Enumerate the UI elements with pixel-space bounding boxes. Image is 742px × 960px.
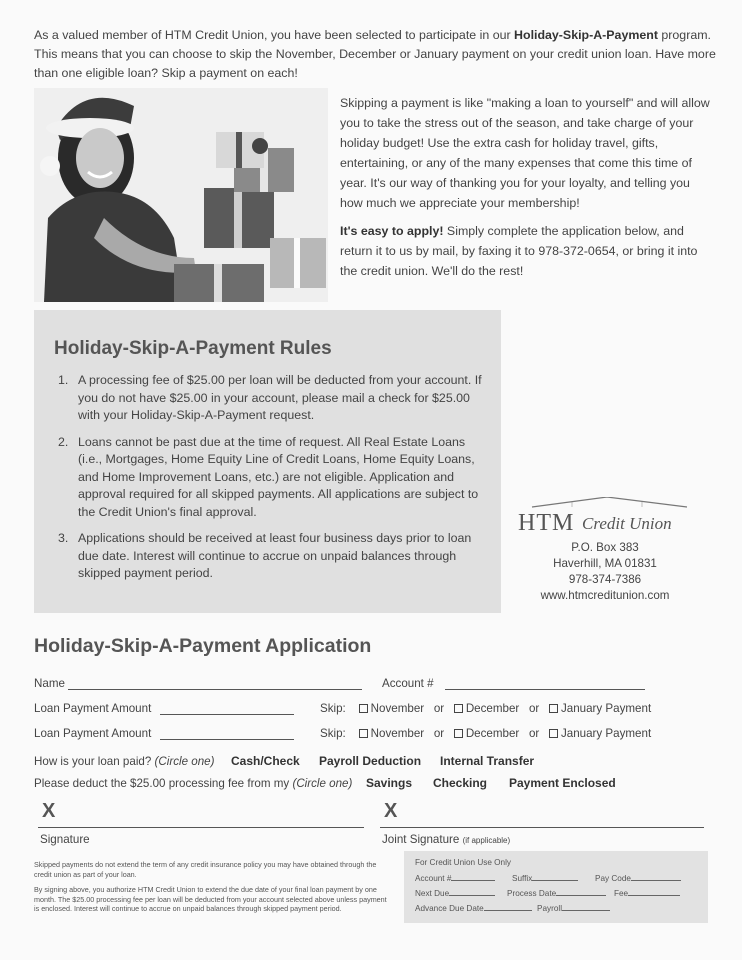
january-checkbox[interactable]: [549, 729, 558, 738]
office-process-date-label: Process Date: [507, 889, 557, 898]
november-label: November: [370, 727, 425, 740]
woman-with-gifts-image: [34, 88, 328, 302]
january-label: January Payment: [560, 702, 652, 715]
rule-number: 2.: [58, 434, 69, 449]
logo-script-text: Credit Union: [582, 514, 672, 533]
deduct-option-payment-enclosed[interactable]: Payment Enclosed: [509, 776, 616, 790]
office-fee-field[interactable]: [628, 888, 680, 896]
deduct-option-savings[interactable]: Savings: [366, 776, 413, 790]
office-fee-row: [614, 888, 680, 898]
november-checkbox[interactable]: [359, 729, 368, 738]
intro-paragraph: [34, 26, 724, 83]
joint-signature-label-row: [382, 833, 510, 846]
logo-htm-text: HTM: [518, 510, 575, 536]
paid-question: [34, 755, 214, 768]
name-field[interactable]: [68, 689, 362, 690]
skip-options-row-2: [320, 727, 651, 740]
office-next-due-field[interactable]: [449, 888, 495, 896]
intro-text-2: program. This means that you can choose to skip the November, December or January payment on your credit union loan. Have more than one eligible loan? Skip a payment on each!: [34, 28, 716, 80]
rule-text: Applications should be received at least four business days prior to loan due date. Interest will continue to accrue on unpaid balances through skipped payment period.: [78, 531, 472, 580]
january-label: January Payment: [560, 727, 652, 740]
rule-item: [58, 372, 488, 425]
december-checkbox[interactable]: [454, 704, 463, 713]
or-text: or: [528, 727, 540, 740]
account-label: Account #: [382, 677, 434, 690]
rule-number: 3.: [58, 531, 69, 545]
skip-label: Skip:: [320, 702, 346, 715]
rule-item: [58, 434, 488, 522]
november-checkbox[interactable]: [359, 704, 368, 713]
apply-lead: It's easy to apply!: [340, 224, 444, 238]
office-payroll-row: [537, 903, 610, 913]
website-link[interactable]: www.htmcreditunion.com: [540, 589, 670, 602]
office-suffix-field[interactable]: [532, 873, 578, 881]
office-process-date-field[interactable]: [556, 888, 606, 896]
deduct-option-checking[interactable]: Checking: [433, 776, 488, 790]
name-label: Name: [34, 677, 65, 690]
htm-credit-union-logo: [512, 497, 702, 537]
december-label: December: [465, 727, 520, 740]
office-next-due-row: [415, 888, 495, 898]
rule-number: 1.: [58, 373, 69, 387]
intro-text-1: As a valued member of HTM Credit Union, you have been selected to participate in our: [34, 28, 515, 42]
logo-roof-icon: [512, 497, 702, 537]
loan-amount-field-2[interactable]: [160, 739, 294, 740]
paid-option-internal-transfer[interactable]: Internal Transfer: [440, 754, 535, 768]
skip-label: Skip:: [320, 727, 346, 740]
holiday-photo: [34, 88, 328, 302]
office-suffix-row: [512, 873, 578, 883]
rule-text: A processing fee of $25.00 per loan will be deducted from your account. If you do not have $25.00 in your account, please mail a check for $25.00 with your Holiday-Skip-A-Payment request.: [78, 373, 482, 422]
po-box: P.O. Box 383: [571, 541, 639, 554]
signature-field[interactable]: [38, 827, 364, 828]
rules-panel: [34, 310, 501, 613]
office-fee-label: Fee: [614, 889, 629, 898]
november-label: November: [370, 702, 425, 715]
paid-question-text: How is your loan paid?: [34, 755, 152, 768]
office-use-title: For Credit Union Use Only: [415, 858, 512, 867]
office-pay-code-row: [595, 873, 681, 883]
office-account-row: [415, 873, 495, 883]
fine-print-authorization: By signing above, you authorize HTM Credit Union to extend the due date of your final loan payment by one month. The $25.00 processing fee per loan will be deducted from your account selected above unless payment is enclosed. Interest will continue to accrue on unpaid balances through skipped payment period.: [34, 885, 387, 913]
deduct-fee-text: Please deduct the $25.00 processing fee from my: [34, 777, 290, 790]
december-checkbox[interactable]: [454, 729, 463, 738]
office-process-date-row: [507, 888, 606, 898]
loan-amount-field-1[interactable]: [160, 714, 294, 715]
deduct-fee-question: [34, 777, 352, 790]
intro-program-name: Holiday-Skip-A-Payment: [514, 28, 658, 42]
loan-amount-label: Loan Payment Amount: [34, 727, 152, 740]
if-applicable-note: (if applicable): [462, 836, 511, 845]
side-description: [340, 93, 712, 281]
paid-option-payroll-deduction[interactable]: Payroll Deduction: [319, 754, 422, 768]
january-checkbox[interactable]: [549, 704, 558, 713]
circle-one-note: (Circle one): [292, 777, 353, 790]
office-pay-code-label: Pay Code: [595, 874, 631, 883]
rule-text: Loans cannot be past due at the time of request. All Real Estate Loans (i.e., Mortgages, Home Equity Line of Credit Loans, Home Equity Loans, and Home Improvement Loans, etc.) are not eligible. Application and approval required for all skipped payments. All applications are subject to the Credit Union's final approval.: [78, 434, 479, 519]
office-account-label: Account #: [415, 874, 452, 883]
office-pay-code-field[interactable]: [631, 873, 681, 881]
office-advance-due-label: Advance Due Date: [415, 904, 484, 913]
office-payroll-field[interactable]: [562, 903, 610, 911]
credit-union-address: [522, 540, 688, 604]
office-use-panel: [404, 851, 708, 923]
office-next-due-label: Next Due: [415, 889, 450, 898]
rules-title: Holiday-Skip-A-Payment Rules: [54, 338, 332, 359]
joint-signature-label: Joint Signature: [382, 833, 460, 846]
phone-number: 978-374-7386: [568, 573, 642, 586]
joint-signature-field[interactable]: [380, 827, 704, 828]
skip-options-row-1: [320, 702, 651, 715]
office-advance-due-field[interactable]: [484, 903, 532, 911]
side-paragraph-1: Skipping a payment is like "making a loan to yourself" and will allow you to take the stress out of the season, and take charge of your holiday budget! Use the extra cash for holiday travel, gifts, entertaining, or any of the many expenses that come this time of year. It's our way of thanking you for your loyalty, and telling you how much we appreciate your membership!: [340, 96, 710, 210]
or-text: or: [433, 727, 445, 740]
fine-print-insurance: Skipped payments do not extend the term of any credit insurance policy you may have obtained through the credit union as part of your loan.: [34, 860, 377, 879]
account-field[interactable]: [445, 689, 645, 690]
rule-item: [58, 530, 488, 583]
application-title: Holiday-Skip-A-Payment Application: [34, 635, 372, 657]
or-text: or: [528, 702, 540, 715]
joint-signature-x-mark: X: [384, 800, 398, 822]
december-label: December: [465, 702, 520, 715]
circle-one-note: (Circle one): [154, 755, 215, 768]
paid-option-cash-check[interactable]: Cash/Check: [231, 754, 300, 768]
loan-amount-label: Loan Payment Amount: [34, 702, 152, 715]
signature-label: Signature: [40, 833, 90, 846]
office-suffix-label: Suffix: [512, 874, 533, 883]
city-state: Haverhill, MA 01831: [553, 557, 657, 570]
apply-text: Simply complete the application below, and return it to us by mail, by faxing it to 978-372-0654, or bring it into the credit union. We'll do the rest!: [340, 224, 698, 278]
or-text: or: [433, 702, 445, 715]
signature-x-mark: X: [42, 800, 56, 822]
office-payroll-label: Payroll: [537, 904, 563, 913]
side-paragraph-2: [340, 221, 712, 281]
office-account-field[interactable]: [451, 873, 495, 881]
fine-print: [34, 860, 392, 914]
rules-list: [58, 372, 488, 592]
office-advance-due-row: [415, 903, 532, 913]
